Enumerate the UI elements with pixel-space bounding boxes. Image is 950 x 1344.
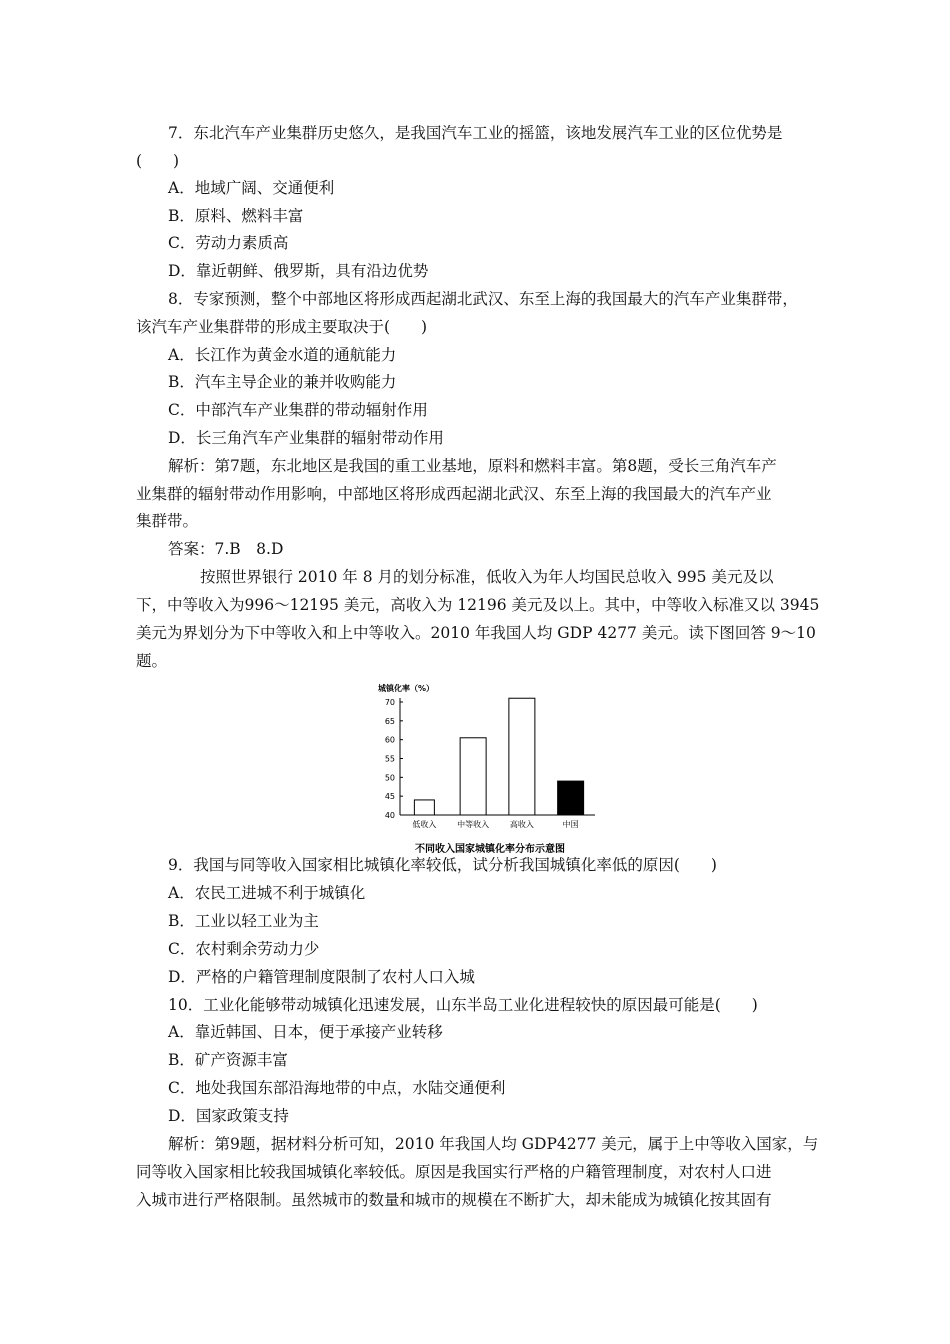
text-line: 该汽车产业集群带的形成主要取决于( )	[136, 318, 428, 336]
x-axis-labels	[412, 819, 578, 829]
y-tick-label: 60	[384, 735, 395, 745]
text-line: 美元为界划分为下中等收入和上中等收入。2010 年我国人均 GDP 4277 美元。读下图回答 9～10	[136, 624, 816, 642]
y-tick-label: 40	[384, 811, 395, 820]
x-tick-label: 低收入	[412, 820, 437, 829]
option-d: D．长三角汽车产业集群的辐射带动作用	[168, 429, 444, 447]
question-9-stem: 9．我国与同等收入国家相比城镇化率较低，试分析我国城镇化率低的原因( )	[168, 856, 717, 874]
text-line: 同等收入国家相比较我国城镇化率较低。原因是我国实行严格的户籍管理制度，对农村人口进	[136, 1163, 772, 1181]
answer-7-8: 答案：7.B 8.D	[168, 540, 284, 558]
analysis-9-10: 解析：第9题，据材料分析可知，2010 年我国人均 GDP4277 美元，属于上中等收入国家，与	[168, 1135, 819, 1153]
bar	[414, 800, 434, 815]
option-c: C．农村剩余劳动力少	[168, 940, 320, 958]
question-8-stem: 8．专家预测，整个中部地区将形成西起湖北武汉、东至上海的我国最大的汽车产业集群带，	[168, 290, 798, 308]
text-line: 集群带。	[136, 512, 199, 530]
text-line: 入城市进行严格限制。虽然城市的数量和城市的规模在不断扩大，却未能成为城镇化按其固有	[136, 1191, 772, 1209]
option-a: A．农民工进城不利于城镇化	[168, 884, 366, 902]
y-tick-label: 50	[384, 773, 395, 783]
option-a: A．长江作为黄金水道的通航能力	[168, 346, 397, 364]
option-a: A．地域广阔、交通便利	[168, 179, 335, 197]
text-line: 题。	[136, 652, 168, 670]
material-paragraph: 按照世界银行 2010 年 8 月的划分标准，低收入为年人均国民总收入 995 美元及以	[200, 568, 774, 586]
text-line: 下，中等收入为996～12195 美元，高收入为 12196 美元及以上。其中，中等收入标准又以 3945	[136, 596, 820, 614]
option-b: B．矿产资源丰富	[168, 1051, 288, 1069]
bar	[558, 781, 584, 815]
text-line: 业集群的辐射带动作用影响，中部地区将形成西起湖北武汉、东至上海的我国最大的汽车产业	[136, 485, 772, 503]
urbanization-bar-chart	[370, 680, 610, 860]
option-b: B．汽车主导企业的兼并收购能力	[168, 373, 397, 391]
x-tick-label: 中国	[562, 820, 579, 829]
option-b: B．原料、燃料丰富	[168, 207, 304, 225]
question-10-stem: 10．工业化能够带动城镇化迅速发展，山东半岛工业化进程较快的原因最可能是( )	[168, 996, 758, 1014]
x-tick-label: 中等收入	[457, 820, 490, 829]
option-c: C．劳动力素质高	[168, 234, 289, 252]
option-d: D．国家政策支持	[168, 1107, 289, 1125]
bar	[509, 698, 535, 815]
option-c: C．中部汽车产业集群的带动辐射作用	[168, 401, 428, 419]
text-line: ( )	[136, 152, 180, 170]
analysis-7-8: 解析：第7题，东北地区是我国的重工业基地，原料和燃料丰富。第8题，受长三角汽车产	[168, 457, 777, 475]
bar	[460, 738, 486, 815]
option-d: D．靠近朝鲜、俄罗斯，具有沿边优势	[168, 262, 429, 280]
option-c: C．地处我国东部沿海地带的中点，水陆交通便利	[168, 1079, 506, 1097]
option-a: A．靠近韩国、日本，便于承接产业转移	[168, 1023, 443, 1041]
chart-ylabel: 城镇化率（%）	[378, 684, 435, 693]
text-line: 7．东北汽车产业集群历史悠久，是我国汽车工业的摇篮，该地发展汽车工业的区位优势是	[168, 124, 783, 142]
option-b: B．工业以轻工业为主	[168, 912, 319, 930]
x-tick-label: 高收入	[509, 820, 534, 829]
y-tick-label: 55	[384, 754, 395, 764]
y-tick-label: 45	[384, 792, 395, 802]
y-tick-label: 70	[384, 698, 395, 707]
bars-group	[414, 698, 583, 815]
chart-title: 不同收入国家城镇化率分布示意图	[415, 844, 565, 855]
option-d: D．严格的户籍管理制度限制了农村人口入城	[168, 968, 475, 986]
y-tick-label: 65	[384, 716, 395, 726]
